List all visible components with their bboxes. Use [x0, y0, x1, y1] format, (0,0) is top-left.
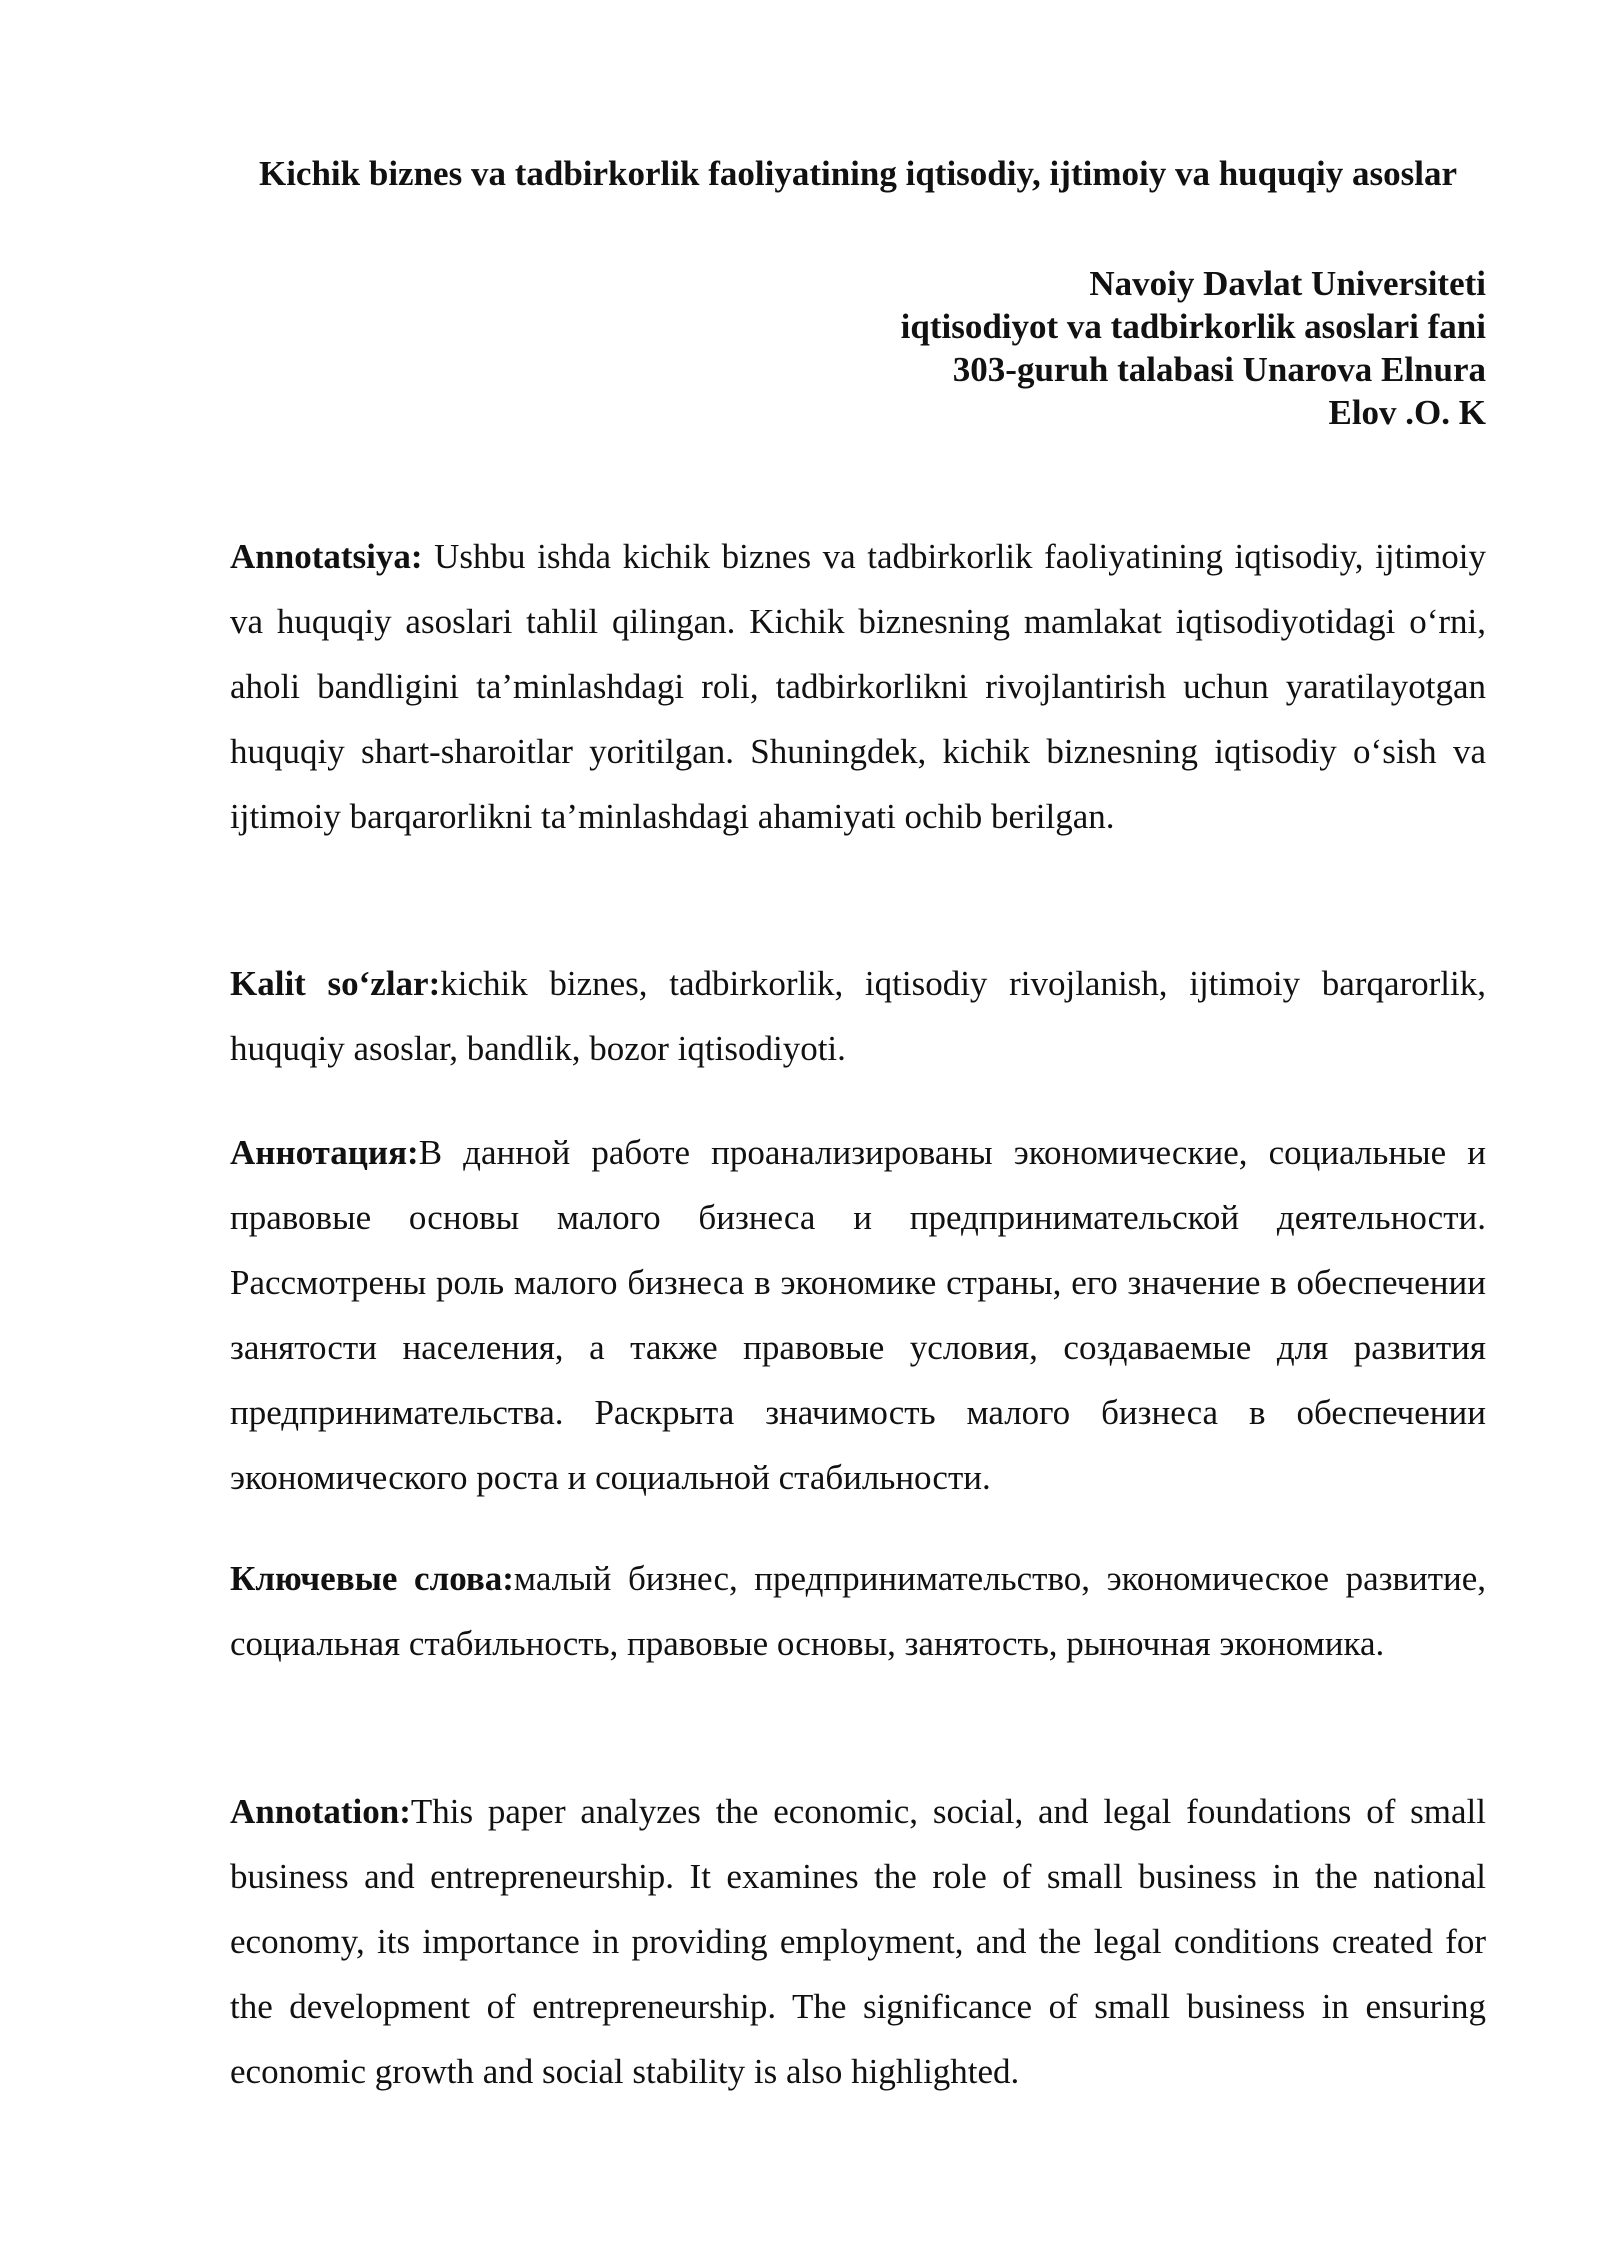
- author-block: [230, 262, 1486, 434]
- keywords-ru: [230, 1546, 1486, 1676]
- keywords-ru-label: Ключевые слова:: [230, 1559, 514, 1598]
- annotation-en: [230, 1779, 1486, 2104]
- annotation-en-label: Annotation:: [230, 1792, 411, 1831]
- annotation-ru-label: Аннотация:: [230, 1133, 419, 1172]
- keywords-ru-text: малый бизнес, предпринимательство, экономическое развитие, социальная стабильность, правовые основы, занятость, рыночная экономика.: [230, 1559, 1487, 1663]
- annotation-uz-text: Ushbu ishda kichik biznes va tadbirkorlik faoliyatining iqtisodiy, ijtimoiy va huquqiy asoslari tahlil qilingan. Kichik biznesning mamlakat iqtisodiyotidagi o‘rni, aholi bandligini ta’minlashdagi roli, tadbirkorlikni rivojlantirish uchun yaratilayotgan huquqiy shart-sharoitlar yoritilgan. Shuningdek, kichik biznesning iqtisodiy o‘sish va ijtimoiy barqarorlikni ta’minlashdagi ahamiyati ochib berilgan.: [230, 537, 1486, 836]
- keywords-uz-label: Kalit so‘zlar:: [230, 964, 441, 1003]
- university-name: Navoiy Davlat Universiteti: [1089, 264, 1486, 303]
- keywords-uz: [230, 951, 1486, 1081]
- supervisor-name: Elov .O. K: [1328, 393, 1486, 432]
- student-info: 303-guruh talabasi Unarova Elnura: [952, 350, 1486, 389]
- keywords-uz-text: kichik biznes, tadbirkorlik, iqtisodiy rivojlanish, ijtimoiy barqarorlik, huquqiy asoslar, bandlik, bozor iqtisodiyoti.: [230, 964, 1486, 1068]
- subject-name: iqtisodiyot va tadbirkorlik asoslari fani: [900, 307, 1486, 346]
- annotation-ru-text: В данной работе проанализированы экономические, социальные и правовые основы малого бизнеса и предпринимательской деятельности. Рассмотрены роль малого бизнеса в экономике страны, его значение в обеспечении занятости населения, а также правовые условия, создаваемые для развития предпринимательства. Раскрыта значимость малого бизнеса в обеспечении экономического роста и социальной стабильности.: [230, 1133, 1486, 1497]
- annotation-ru: [230, 1120, 1486, 1510]
- document-title: Kichik biznes va tadbirkorlik faoliyatining iqtisodiy, ijtimoiy va huquqiy asoslar: [258, 154, 1457, 193]
- annotation-uz: [230, 524, 1486, 849]
- annotation-uz-label: Annotatsiya:: [230, 537, 423, 576]
- annotation-en-text: This paper analyzes the economic, social, and legal foundations of small business and entrepreneurship. It examines the role of small business in the national economy, its importance in providing employment, and the legal conditions created for the development of entrepreneurship. The significance of small business in ensuring economic growth and social stability is also highlighted.: [230, 1792, 1486, 2091]
